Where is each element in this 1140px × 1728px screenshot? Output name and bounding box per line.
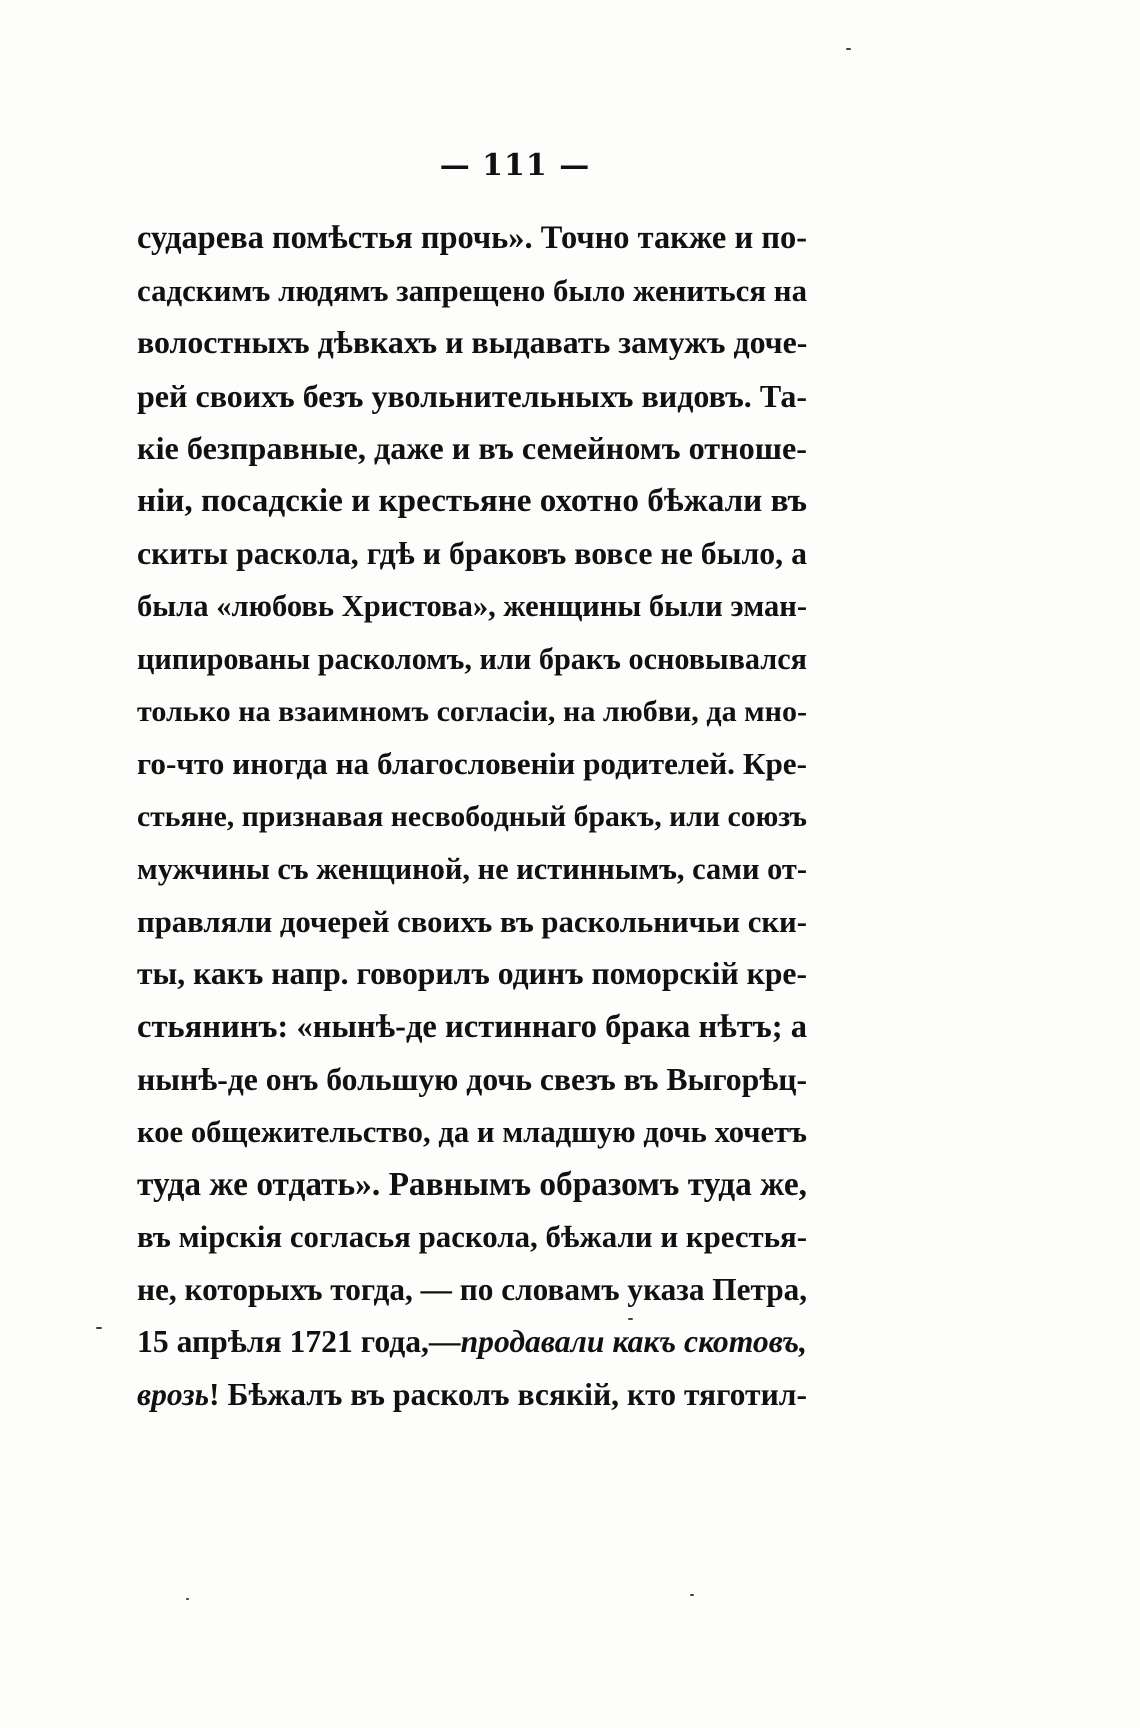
line-text: стьянинъ: «нынѣ-де истиннаго брака нѣтъ; а <box>137 1008 807 1045</box>
text-line <box>137 580 807 633</box>
line-text: ! Бѣжалъ въ расколъ всякій, кто тяготил- <box>209 1377 807 1413</box>
text-line <box>137 1211 807 1264</box>
text-line <box>137 317 807 370</box>
body-text <box>137 212 807 1422</box>
text-line <box>137 422 807 475</box>
scan-speck <box>96 1327 102 1329</box>
text-line <box>137 791 807 844</box>
line-text: только на взаимномъ согласіи, на любви, да мно- <box>137 694 807 729</box>
text-line <box>137 685 807 738</box>
line-text: 15 апрѣля 1721 года,— <box>137 1324 461 1360</box>
text-line <box>137 1054 807 1107</box>
line-text: волостныхъ дѣвкахъ и выдавать замужъ доче- <box>137 325 808 361</box>
scan-speck <box>690 1594 694 1596</box>
line-text: въ мірскія согласья раскола, бѣжали и крестья- <box>137 1220 807 1255</box>
text-line <box>137 1106 807 1159</box>
text-line <box>137 1316 807 1369</box>
text-line <box>137 843 807 896</box>
line-text: кіе безправные, даже и въ семейномъ отноше- <box>137 430 807 467</box>
line-text: ты, какъ напр. говорилъ одинъ поморскій кре- <box>137 956 807 992</box>
text-line <box>137 1159 807 1212</box>
text-line <box>137 1264 807 1317</box>
page-number: — 111 — <box>439 148 591 183</box>
line-text: рей своихъ безъ увольнительныхъ видовъ. Та- <box>137 377 807 414</box>
line-text: туда же отдать». Равнымъ образомъ туда же, <box>137 1165 807 1203</box>
text-line <box>137 1369 807 1422</box>
line-text: го-что иногда на благословеніи родителей. Кре- <box>137 745 807 781</box>
scan-speck <box>186 1598 189 1600</box>
text-line <box>137 212 807 265</box>
text-line <box>137 896 807 949</box>
text-line <box>137 265 807 318</box>
text-line <box>137 370 807 423</box>
text-line <box>137 475 807 528</box>
line-text: нынѣ-де онъ большую дочь свезъ въ Выгорѣц- <box>137 1061 808 1097</box>
line-text: сударева помѣстья прочь». Точно также и по- <box>137 220 807 256</box>
line-text: скиты раскола, гдѣ и браковъ вовсе не было, а <box>137 535 807 571</box>
line-text: садскимъ людямъ запрещено было жениться на <box>137 273 808 308</box>
text-line <box>137 948 807 1001</box>
line-text: кое общежительство, да и младшую дочь хочетъ <box>137 1115 807 1150</box>
scan-speck <box>628 1318 633 1320</box>
line-text: стьяне, признавая несвободный бракъ, или союзъ <box>137 800 807 833</box>
line-text: ципированы расколомъ, или бракъ основывался <box>137 641 807 676</box>
line-text: правляли дочерей своихъ въ раскольничьи ски- <box>137 904 807 939</box>
italic-text: продавали какъ скотовъ, <box>460 1324 807 1360</box>
text-line <box>137 528 807 581</box>
text-line <box>137 738 807 791</box>
line-text: была «любовь Христова», женщины были эман- <box>137 589 808 624</box>
scan-speck <box>846 48 851 50</box>
italic-text: врозь <box>137 1377 210 1413</box>
line-text: не, которыхъ тогда, — по словамъ указа Петра, <box>137 1271 808 1307</box>
text-line <box>137 633 807 686</box>
line-text: мужчины съ женщиной, не истиннымъ, сами от- <box>137 852 807 887</box>
text-line <box>137 1001 807 1054</box>
line-text: ніи, посадскіе и крестьяне охотно бѣжали въ <box>137 481 807 519</box>
